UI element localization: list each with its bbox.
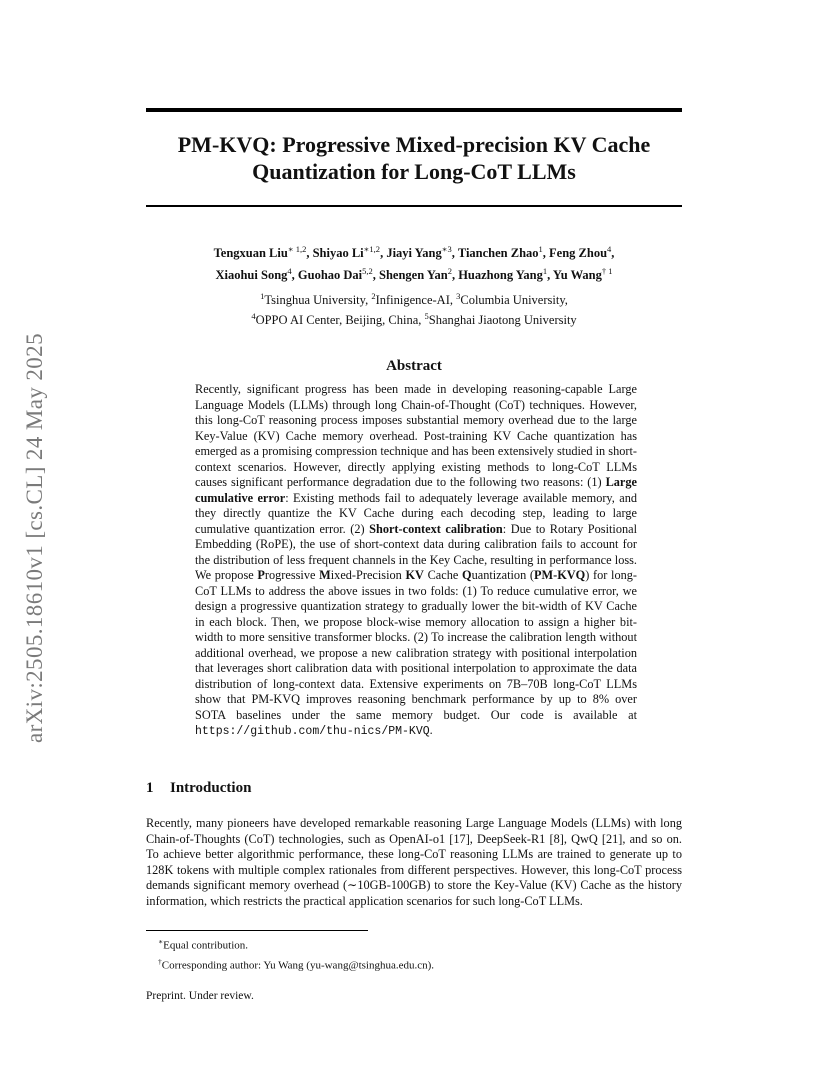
abstract-bold-segment: KV [405,568,424,582]
author-name: Yu Wang [552,268,602,283]
footnote [158,954,658,974]
section-number: 1 [146,780,154,796]
author-affil-mark: 1 [538,244,543,254]
abstract-segment: : Due to Rotary Positional Embedding (RoPE), the use of short-context data during calibration fails to account for the distribution of less frequent channels in the Key Cache, resulting in performance loss. We propose [195,521,637,582]
affiliation-list [146,288,682,328]
author-affil-mark: 4 [607,244,612,254]
author-affil-mark: ∗ 1,2 [287,244,307,254]
paper-title [146,131,682,185]
abstract-segment: uantization ( [471,568,535,582]
author-affil-mark: 2 [447,266,452,277]
abstract-bold-segment: P [257,568,265,582]
abstract-bold-segment: Q [462,568,472,582]
abstract-segment: : Existing methods fail to adequately leverage available memory, and they directly quantize the KV Cache during each decoding step, leading to large cumulative quantization error. (2) [195,490,638,536]
author-line-2 [146,262,682,284]
arxiv-id: arXiv:2505.18610v1 [cs.CL] 24 May 2025 [22,332,47,743]
affiliation-name: Infinigence-AI, [375,293,457,308]
author-affil-mark: † 1 [601,266,613,277]
section-title: Introduction [170,780,252,796]
author-separator: , [451,268,459,283]
abstract-bold-segment: Large cumulative error [195,475,637,505]
code-repository-link[interactable]: https://github.com/thu-nics/PM-KVQ [195,725,430,738]
abstract-bold-segment: Short-context calibration [369,521,503,536]
affiliation-mark: 3 [456,291,461,301]
author-name: Shengen Yan [379,268,448,283]
author-name: Shiyao Li [312,246,364,261]
affiliation-mark: 2 [371,291,376,301]
footnotes [158,934,658,973]
introduction-paragraph: Recently, many pioneers have developed remarkable reasoning Large Language Models (LLMs) with long Chain-of-Thoughts (CoT) technologies, such as OpenAI-o1 [17], DeepSeek-R1 [8], QwQ [21], and so on. To achieve better algorithmic performance, these long-CoT reasoning LLMs are trained to generate up to 128K tokens with multiple complex rationales from different perspectives. However, this long-CoT process demands significant memory overhead (∼10GB-100GB) to store the Key-Value (KV) Cache as the history information, which restricts the practical application scenarios for such long-CoT LLMs. [146,816,682,908]
abstract-segment: rogressive [264,568,320,582]
author-affil-mark: 5,2 [362,266,373,277]
title-line-2: Quantization for Long-CoT LLMs [252,159,576,184]
footnote [158,934,658,954]
footnote-text: Equal contribution. [163,939,249,952]
affiliation-line-1 [146,288,682,308]
author-separator: , [611,246,615,261]
abstract-text [195,382,637,740]
author-list [146,240,682,284]
author-name: Jiayi Yang [386,246,442,261]
abstract-bold-segment: PM-KVQ [534,568,586,582]
affiliation-mark: 5 [424,311,429,322]
abstract-bold-segment: M [319,568,331,582]
affiliation-line-2 [146,308,682,328]
author-separator: , [306,246,313,261]
author-separator: , [542,246,550,261]
abstract-segment: ixed-Precision [330,568,406,582]
author-name: Feng Zhou [549,246,608,261]
abstract-segment: Recently, significant progress has been made in developing reasoning-capable Large Language Models (LLMs) through long Chain-of-Thought (CoT) techniques. However, this long-CoT reasoning process imposes substantial memory overhead due to the large Key-Value (KV) Cache memory overhead. Post-training KV Cache quantization has emerged as a promising compression technique and has been extensively studied in short-context scenarios. However, directly applying existing methods to long-CoT LLMs causes significant performance degradation due to the following two reasons: (1) [195,382,637,489]
footnote-mark: ∗ [158,937,164,946]
author-separator: , [547,268,553,283]
author-name: Tengxuan Liu [213,246,288,261]
author-name: Xiaohui Song [215,268,288,283]
abstract-segment: Cache [423,568,463,582]
arxiv-sidebar-stamp [22,300,48,775]
author-line-1 [146,240,682,262]
author-name: Guohao Dai [297,268,363,283]
abstract-segment: ) for long-CoT LLMs to address the above issues in two folds: (1) To reduce cumulative error, we design a progressive quantization strategy to gradually lower the bit-width of KV Cache in each block. Then, we propose block-wise memory allocation to assign a higher bit-width to more sensitive transformer blocks. (2) To increase the calibration length without additional overhead, we propose a new calibration strategy with positional interpolation that leverages short calibration data with positional interpolation to approximate the data distribution of long-context data. Extensive experiments on 7B–70B long-CoT LLMs show that PM-KVQ improves reasoning benchmark performance by up to 8% over SOTA baselines under the same memory budget. Our code is available at [195,568,638,722]
author-separator: , [291,268,298,283]
author-name: Huazhong Yang [458,268,543,283]
author-affil-mark: 4 [287,266,292,277]
affiliation-mark: 4 [251,311,256,322]
abstract-heading: Abstract [386,358,442,374]
author-separator: , [451,246,458,261]
author-separator: , [380,246,387,261]
affiliation-name: Columbia University, [460,293,568,308]
author-affil-mark: 1 [542,266,548,277]
author-affil-mark: ∗3 [441,244,452,254]
footnote-mark: † [158,956,162,966]
author-name: Tianchen Zhao [457,246,539,261]
affiliation-name: Shanghai Jiaotong University [428,313,577,328]
preprint-note: Preprint. Under review. [146,990,254,1002]
footnote-text: Corresponding author: Yu Wang (yu-wang@tsinghua.edu.cn). [161,959,435,972]
author-separator: , [372,268,380,283]
title-line-1: PM-KVQ: Progressive Mixed-precision KV Cache [177,132,651,157]
abstract-segment: . [429,723,433,737]
title-top-rule [146,108,682,112]
affiliation-mark: 1 [260,291,265,301]
title-bottom-rule [146,205,682,207]
affiliation-name: Tsinghua University, [264,293,372,308]
section-heading-introduction [146,780,251,797]
affiliation-name: OPPO AI Center, Beijing, China, [255,313,425,328]
author-affil-mark: ∗1,2 [363,244,381,254]
footnote-rule [146,930,368,931]
